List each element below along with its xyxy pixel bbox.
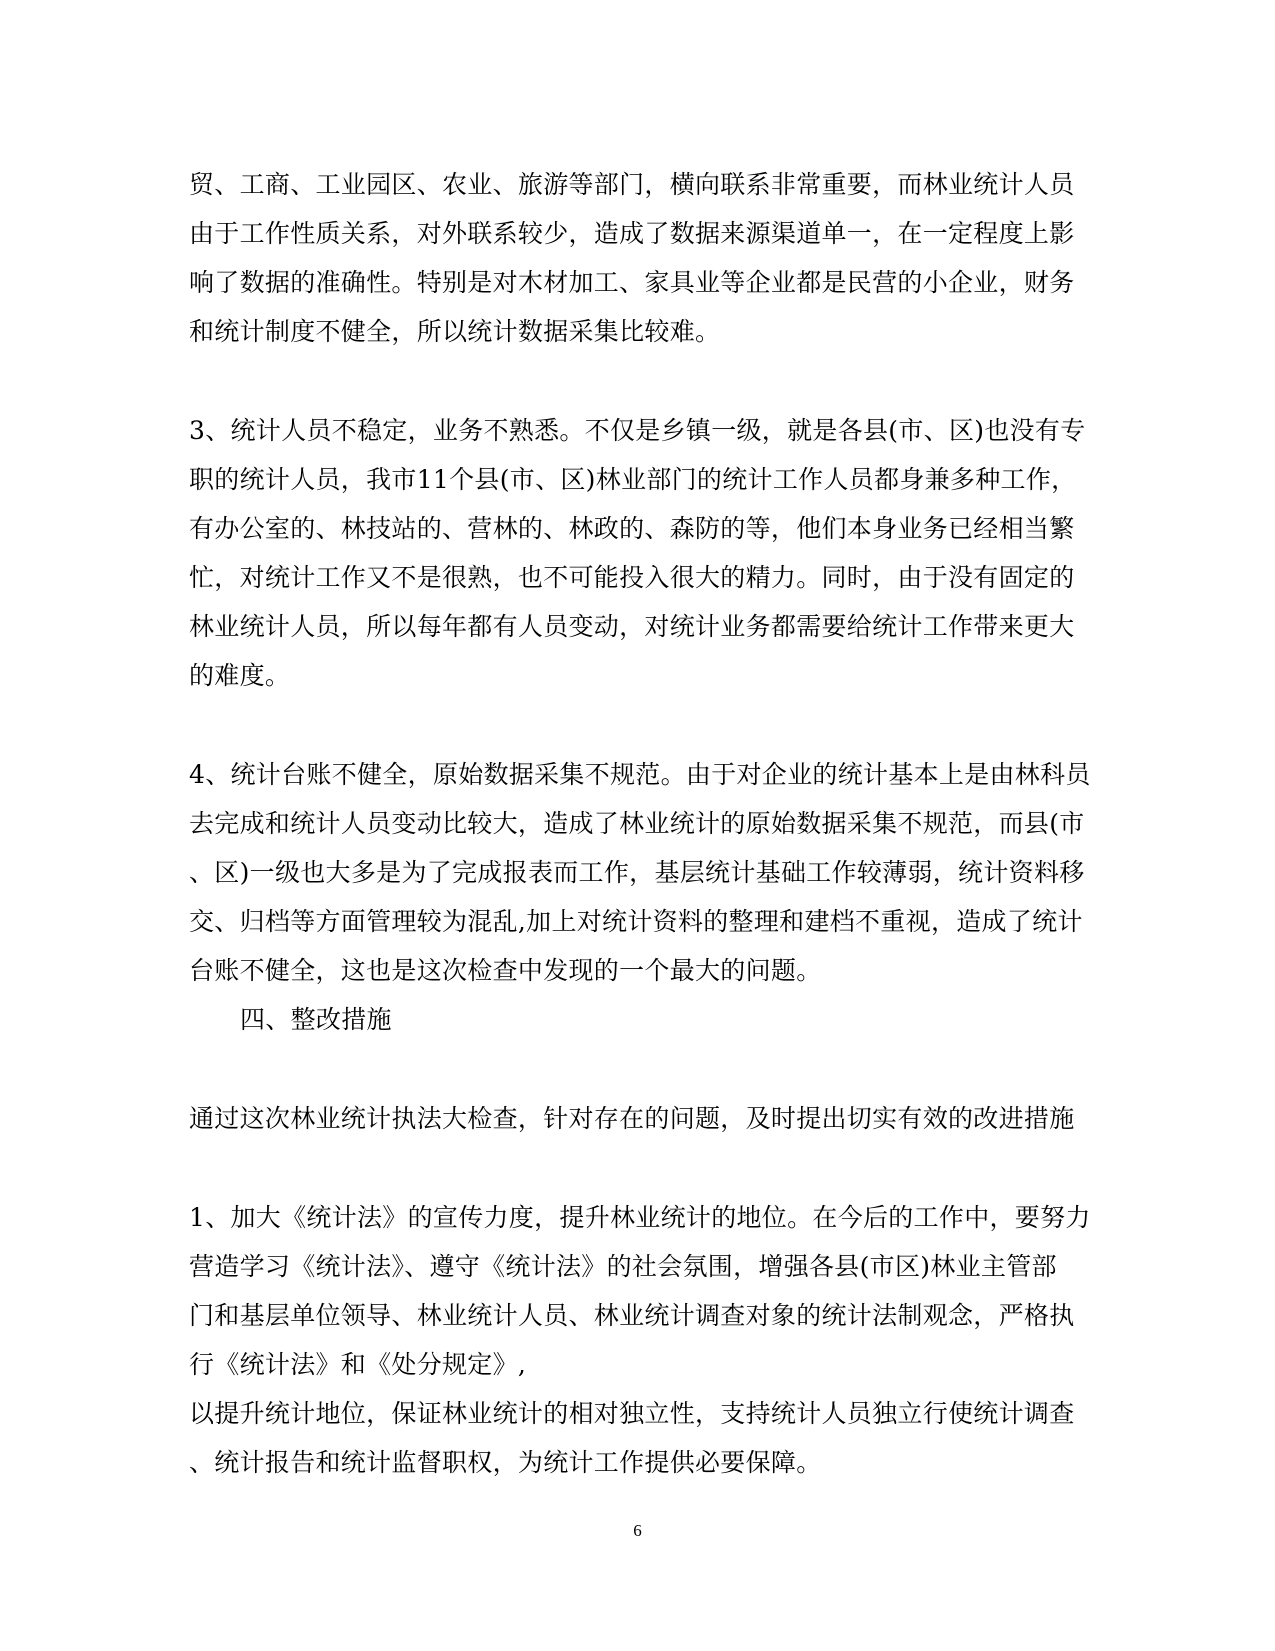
paragraph-ledger-issues	[189, 750, 1089, 995]
text-line: 忙，对统计工作又不是很熟，也不可能投入很大的精力。同时，由于没有固定的	[189, 563, 1075, 592]
text-line: 通过这次林业统计执法大检查，针对存在的问题，及时提出切实有效的改进措施	[189, 1104, 1075, 1133]
text-line: 交、归档等方面管理较为混乱,加上对统计资料的整理和建档不重视，造成了统计	[189, 907, 1083, 936]
paragraph-data-sources	[189, 160, 1089, 356]
text-line: 4、统计台账不健全，原始数据采集不规范。由于对企业的统计基本上是由林科员	[189, 760, 1091, 789]
text-line: 响了数据的准确性。特别是对木材加工、家具业等企业都是民营的小企业，财务	[189, 268, 1075, 297]
page-number: 6	[633, 1521, 642, 1540]
text-line: 1、加大《统计法》的宣传力度，提升林业统计的地位。在今后的工作中，要努力	[189, 1203, 1091, 1232]
text-line: 林业统计人员，所以每年都有人员变动，对统计业务都需要给统计工作带来更大	[189, 612, 1075, 641]
paragraph-spacer	[189, 1044, 1089, 1094]
text-line: 有办公室的、林技站的、营林的、林政的、森防的等，他们本身业务已经相当繁	[189, 514, 1075, 543]
text-line: 门和基层单位领导、林业统计人员、林业统计调查对象的统计法制观念，严格执	[189, 1301, 1075, 1330]
paragraph-spacer	[189, 356, 1089, 406]
text-line: 台账不健全，这也是这次检查中发现的一个最大的问题。	[189, 956, 822, 985]
text-line: 去完成和统计人员变动比较大，造成了林业统计的原始数据采集不规范，而县(市	[189, 809, 1085, 838]
text-line: 和统计制度不健全，所以统计数据采集比较难。	[189, 317, 721, 346]
text-line: 行《统计法》和《处分规定》,	[189, 1350, 527, 1379]
paragraph-spacer	[189, 700, 1089, 750]
document-body	[189, 160, 1089, 1487]
paragraph-intro-measures	[189, 1094, 1089, 1143]
text-line: 职的统计人员，我市11个县(市、区)林业部门的统计工作人员都身兼多种工作，	[189, 465, 1077, 494]
text-line: 贸、工商、工业园区、农业、旅游等部门，横向联系非常重要，而林业统计人员	[189, 170, 1075, 199]
text-line: 3、统计人员不稳定，业务不熟悉。不仅是乡镇一级，就是各县(市、区)也没有专	[189, 416, 1086, 445]
text-line: 的难度。	[189, 661, 291, 690]
text-line: 营造学习《统计法》、遵守《统计法》的社会氛围，增强各县(市区)林业主管部	[189, 1252, 1057, 1281]
section-heading: 四、整改措施	[240, 1005, 392, 1034]
paragraph-measure-1	[189, 1193, 1089, 1487]
paragraph-spacer	[189, 1143, 1089, 1193]
text-line: 、统计报告和统计监督职权，为统计工作提供必要保障。	[189, 1448, 822, 1477]
paragraph-staff-instability	[189, 406, 1089, 700]
text-line: 、区)一级也大多是为了完成报表而工作，基层统计基础工作较薄弱，统计资料移	[189, 858, 1085, 887]
text-line: 由于工作性质关系，对外联系较少，造成了数据来源渠道单一，在一定程度上影	[189, 219, 1075, 248]
text-line: 以提升统计地位，保证林业统计的相对独立性，支持统计人员独立行使统计调查	[189, 1399, 1075, 1428]
